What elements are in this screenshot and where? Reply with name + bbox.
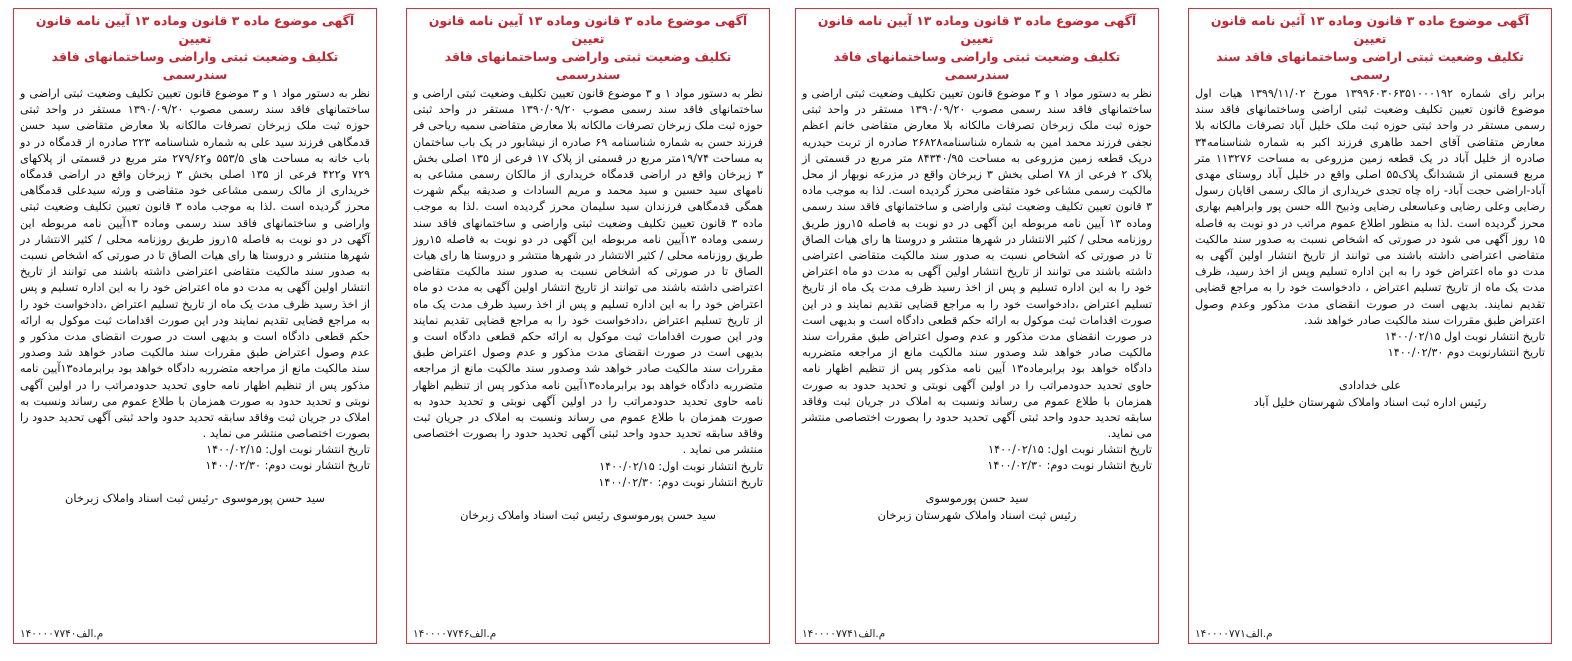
notice-2 — [795, 8, 1159, 644]
notice-header — [802, 12, 1152, 86]
header-line-1: آگهی موضوع ماده ۳ قانون وماده ۱۳ آیین نامه قانون تعیین — [35, 13, 355, 46]
first-publication-date: تاریخ انتشار نوبت اول: ۱۴۰۰/۰۲/۱۵ — [599, 459, 763, 473]
header-line-2: تکلیف وضعیت ثبتی اراضی وساختمانهای فاقد سند رسمی — [1216, 49, 1524, 82]
header-line-2: تکلیف وضعیت ثبتی واراضی وساختمانهای فاقد سندرسمی — [444, 49, 732, 82]
second-publication-date: تاریخ انتشارنوبت دوم ۱۴۰۰/۰۲/۳۰ — [1387, 346, 1545, 360]
header-line-1: آگهی موضوع ماده ۳ قانون وماده ۱۳ آئین نامه قانون تعیین — [1210, 13, 1530, 46]
signer-title: رئیس اداره ثبت اسناد واملاک شهرستان خلیل آباد — [1253, 395, 1487, 410]
publication-dates — [413, 459, 763, 491]
notice-body: نظر به دستور مواد ۱ و ۳ موضوع قانون تعیین تکلیف وضعیت ثبتی اراضی و ساختمانهای فاقد سند رسمی مصوب ۱۳۹۰/۰۹/۲۰ مستقر در واحد ثبتی حوزه ثبت ملک زبرخان تصرفات مالکانه بلا معارض متقاضی خانم اعظم نجفی فرزند محمد امین به شماره شناسنامه۲۶۸۲۸ صادره از تربت حیدریه دریک قطعه زمین مزروعی به مساحت ۸۴۳۴۰/۹۵ متر مربع در قسمتی از پلاک ۲ فرعی از ۷۸ اصلی بخش ۳ زبرخان واقع در مزرعه نوبهار از محل مالکیت رسمی مشاعی خود متقاضی محرز گردیده است. لذا به موجب ماده ۳ قانون تعیین تکلیف وضعیت ثبتی واراضی و ساختمانهای فاقد سند رسمی وماده ۱۳ آیین نامه مربوطه این آگهی در دو نوبت به فاصله ۱۵روز طریق روزنامه محلی / کثیر الانتشار در شهرها منتشر و دروستا ها رای هیات الصاق تا در صورتی که اشخاص نسبت به صدور سند مالکیت متقاضی اعتراضی داشته باشند می توانند از تاریخ انتشار اولین آگهی به مدت دو ماه اعتراض خود را به این اداره تسلیم و پس از اخذ رسید ظرف مدت یک ماه از تاریخ تسلیم اعتراض ،دادخواست خود را به مراجع قضایی تقدیم نمایند و در این صورت اقدامات ثبت موکول به ارائه حکم قطعی دادگاه است و بدیهی است در صورت انقضای مدت مذکور و عدم وصول اعتراض طبق مقررات سند مالکیت صادر خواهد شد وصدور سند مالکیت مانع از مراجعه متضرربه دادگاه خواهد بود برابرماده۱۳ آیین نامه مذکور پس از تنظیم اظهار نامه حاوی تحدید حدودمراتب را در اولین آگهی نوبتی و تحدید حدود به صورت همزمان با طلاع عموم می رساند ونسبت به املاک در جریان ثبت وفاقد سابقه تحدید حدود واحد ثبتی آگهی تحدید حدود را بصورت اختصاصی منتشر می نماید. — [802, 87, 1153, 441]
publication-dates — [802, 442, 1152, 474]
signature — [1195, 377, 1545, 411]
publication-dates — [20, 442, 370, 474]
signer-title: رئیس ثبت اسناد واملاک شهرستان زبرخان — [877, 508, 1077, 523]
notice-code: م.الف۱۴۰۰۰۰۷۷۴۱ — [802, 628, 886, 640]
notice-4 — [13, 8, 377, 644]
signature — [20, 490, 370, 507]
notice-code: م.الف۱۴۰۰۰۰۷۷۱ — [1195, 628, 1273, 640]
notice-header — [413, 12, 763, 86]
second-publication-date: تاریخ انتشار نوبت دوم: ۱۴۰۰/۰۲/۳۰ — [987, 459, 1152, 473]
signature — [413, 507, 763, 524]
signer-name: علی خدادادی — [1338, 378, 1402, 393]
header-line-2: تکلیف وضعیت ثبتی واراضی وساختمانهای فاقد سندرسمی — [833, 49, 1121, 82]
signer-name: سید حسن پورموسوی -رئیس ثبت اسناد واملاک زبرخان — [65, 491, 325, 506]
first-publication-date: تاریخ انتشار نوبت اول ۱۴۰۰/۰۲/۱۵ — [1384, 330, 1545, 344]
publication-dates — [1195, 329, 1545, 361]
second-publication-date: تاریخ انتشار نوبت دوم: ۱۴۰۰/۰۲/۳۰ — [598, 475, 763, 489]
header-line-1: آگهی موضوع ماده ۳ قانون وماده ۱۳ آیین نامه قانون تعیین — [428, 13, 748, 46]
notice-header — [1195, 12, 1545, 86]
notice-code: م.الف۱۴۰۰۰۰۷۷۴۰ — [20, 628, 104, 640]
signature — [802, 490, 1152, 524]
notice-3 — [406, 8, 770, 644]
header-line-2: تکلیف وضعیت ثبتی واراضی وساختمانهای فاقد سندرسمی — [51, 49, 339, 82]
notice-code: م.الف۱۴۰۰۰۰۷۷۴۶ — [413, 628, 497, 640]
notice-1 — [1188, 8, 1552, 644]
first-publication-date: تاریخ انتشار نوبت اول: ۱۴۰۰/۰۲/۱۵ — [206, 443, 370, 457]
first-publication-date: تاریخ انتشار نوبت اول: ۱۴۰۰/۰۲/۱۵ — [988, 443, 1152, 457]
notice-body: نظر به دستور مواد ۱ و ۳ موضوع قانون تعیین تکلیف وضعیت ثبتی اراضی و ساختمانهای فاقد سند رسمی مصوب ۱۳۹۰/۰۹/۲۰ مستقر در واحد ثبتی حوزه ثبت ملک زبرخان تصرفات مالکانه بلا معارض متقاضی سید حسن قدمگاهی فرزند سید علی به شماره شناسنامه ۲۲۳ صادره از قدمگاه در دو باب خانه به مساحت های ۵۵۳/۵ و۲۷۹/۶۲ متر مربع در قسمتی از پلاکهای ۷۲۹ و۴۲۲ فرعی از ۱۳۵ اصلی بخش ۳ زبرخان واقع در اراضی قدمگاه خریداری از مالک رسمی مشاعی خود متقاضی و ورثه سیدعلی قدمگاهی محرز گردیده است .لذا به موجب ماده ۳ قانون تعیین تکلیف وضعیت ثبتی واراضی و ساختمانهای فاقد سند رسمی وماده ۱۳آیین نامه مربوطه این آگهی در دو نوبت به فاصله ۱۵روز طریق روزنامه محلی / کثیر الانتشار در شهرها منتشر و دروستا ها رای هیات الصاق تا در صورتی که اشخاص نسبت به صدور سند مالکیت متقاضی اعتراضی داشته باشند می توانند از تاریخ انتشار اولین آگهی به مدت دو ماه اعتراض خود را به این اداره تسلیم و پس از اخذ رسید ظرف مدت یک ماه از تاریخ تسلیم اعتراض ،دادخواست خود را به مراجع قضایی تقدیم نمایند ودر این صورت اقدامات ثبت موکول به ارائه حکم قطعی دادگاه است و بدیهی است در صورت انقضای مدت مذکور و عدم وصول اعتراض طبق مقررات سند مالکیت صادر خواهد شد وصدور سند مالکیت مانع از مراجعه متضرربه دادگاه خواهد بود برابرماده۱۳آیین نامه مذکور پس از تنظیم اظهار نامه حاوی تحدید حدودمراتب را در اولین آگهی نوبتی و تحدید حدود به صورت همزمان با طلاع عموم می رساند ونسبت به املاک در جریان ثبت وفاقد سابقه تحدید حدود واحد ثبتی آگهی تحدید حدود را بصورت اختصاصی منتشر می نماید . — [20, 87, 371, 441]
notice-body: برابر رای شماره ۱۳۹۹۶۰۳۰۶۳۵۱۰۰۰۱۹۲ مورخ ۱۳۹۹/۱۱/۰۲ هیات اول موضوع قانون تعیین تکلیف وضعیت ثبتی اراضی وساختمانهای فاقد سند رسمی مستقر در واحد ثبتی حوزه ثبت ملک خلیل آباد تصرفات مالکانه بلا معارض متقاضی آقای احمد طاهری فرزند اکبر به شماره شناسنامه۳۴ صادره از خلیل آباد در یک قطعه زمین مزروعی به مساحت ۱۱۳۲۷۶ متر مربع قسمتی از ششدانگ پلاک۵۵ اصلی واقع در خلیل آباد روستای مهدی آباد-اراضی حجت آباد- راه چاه تجدی خریداری از مالک رسمی اقایان رسول رضایی وعلی رضایی وعباسعلی رضایی وذبیح الله حسن پور وابراهیم بهاری محرز گردیده است .لذا به منظور اطلاع عموم مراتب در دو نوبت به فاصله ۱۵ روز آگهی می شود در صورتی که اشخاص نسبت به صدور سند مالکیت متقاضی اعتراضی داشته باشند می توانند از تاریخ انتشار اولین آگهی به مدت دو ماه اعتراض خود را به این اداره تسلیم وپس از اخذ رسید، ظرف مدت یک ماه از تاریخ تسلیم اعتراض ، دادخواست خود را به مراجع قضایی تقدیم نمایند. بدیهی است در صورت انقضای مدت مذکور وعدم وصول اعتراض طبق مقررات سند مالکیت صادر خواهد شد. — [1195, 87, 1546, 327]
signer-name: سید حسن پورموسوی — [925, 491, 1029, 506]
header-line-1: آگهی موضوع ماده ۳ قانون وماده ۱۳ آیین نامه قانون تعیین — [817, 13, 1137, 46]
notice-body: نظر به دستور مواد ۱ و ۳ موضوع قانون تعیین تکلیف وضعیت ثبتی اراضی و ساختمانهای فاقد سند رسمی مصوب ۱۳۹۰/۰۹/۲۰ مستقر در واحد ثبتی حوزه ثبت ملک زبرخان تصرفات مالکانه بلا معارض متقاضی سمیه ریاحی فر فرزند حسن به شماره شناسنامه ۶۹ صادره از نیشابور در یک باب ساختمان به مساحت ۱۹/۷۴متر مربع در قسمتی از پلاک ۱۷ فرعی از ۱۳۵ اصلی بخش ۳ زبرخان واقع در اراضی قدمگاه خریداری از مالکان رسمی مشاعی به نامهای سید حسین و سید محمد و مریم السادات و صدیقه بیگم شهرت همگی قدمگاهی فرزندان سید سلیمان محرز گردیده است .لذا به موجب ماده ۳ قانون تعیین تکلیف وضعیت ثبتی واراضی و ساختمانهای فاقد سند رسمی وماده ۱۳آیین نامه مربوطه این آگهی در دو نوبت به فاصله ۱۵روز طریق روزنامه محلی / کثیر الانتشار در شهرها منتشر و دروستا ها رای هیات الصاق تا در صورتی که اشخاص نسبت به صدور سند مالکیت متقاضی اعتراضی داشته باشند می توانند از تاریخ انتشار اولین آگهی به مدت دو ماه اعتراض خود را به این اداره تسلیم و پس از اخذ رسید ظرف مدت یک ماه از تاریخ تسلیم اعتراض ،دادخواست خود را به مراجع قضایی تقدیم نمایند ودر این صورت اقدامات ثبت موکول به ارائه حکم قطعی دادگاه است و بدیهی است در صورت انقضای مدت مذکور و عدم وصول اعتراض طبق مقررات سند مالکیت صادر خواهد شد وصدور سند مالکیت مانع از مراجعه متضرربه دادگاه خواهد بود برابرماده۱۳آیین نامه مذکور پس از تنظیم اظهار نامه حاوی تحدید حدودمراتب را در اولین آگهی نوبتی و تحدید حدود به صورت همزمان با طلاع عموم می رساند ونسبت به املاک در جریان ثبت وفاقد سابقه تحدید حدود واحد ثبتی آگهی تحدید حدود را بصورت اختصاصی منتشر می نماید . — [413, 87, 764, 457]
second-publication-date: تاریخ انتشار نوبت دوم: ۱۴۰۰/۰۲/۳۰ — [205, 459, 370, 473]
notice-header — [20, 12, 370, 86]
signer-name: سید حسن پورموسوی رئیس ثبت اسناد واملاک زبرخان — [460, 507, 716, 522]
